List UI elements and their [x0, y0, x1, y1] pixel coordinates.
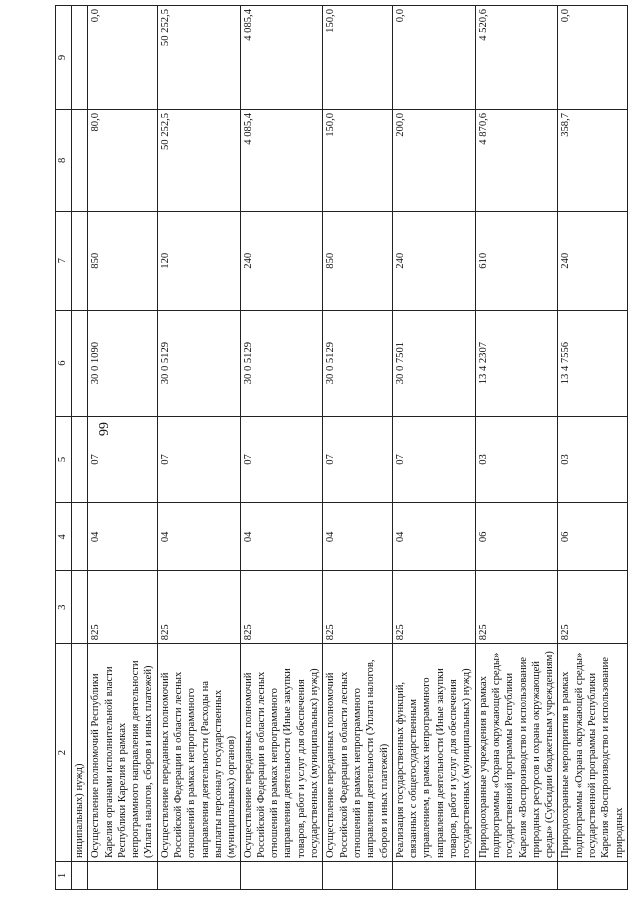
section-code: 04: [392, 503, 475, 571]
admin-code: 825: [558, 571, 627, 644]
subsection-code: 03: [558, 416, 627, 503]
blank-cell: [72, 571, 88, 644]
budget-table: [55, 5, 628, 890]
amount-col-8: 50 252,5: [157, 109, 240, 211]
amount-col-9: 4 085,4: [240, 6, 323, 110]
target-item-code: 13 4 2307: [475, 310, 558, 416]
page-number-text: 66: [95, 422, 110, 436]
column-header: 1: [56, 862, 72, 890]
target-item-code: 30 0 5129: [157, 310, 240, 416]
subsection-code: 07: [323, 416, 392, 503]
target-item-code: 30 0 1090: [88, 310, 157, 416]
column-header: 9: [56, 6, 72, 110]
continuation-row: [72, 6, 88, 890]
row-description: Природоохранные учреждения в рамках подпрограммы «Охрана окружающей среды» государственной программы Республики Карелия «Воспроизводство и использование природных ресурсов и охрана окружающей среды» (Субсидии бюджетным учреждениям): [475, 644, 558, 862]
amount-col-8: 4 870,6: [475, 109, 558, 211]
amount-col-8: 358,7: [558, 109, 627, 211]
target-item-code: 30 0 7501: [392, 310, 475, 416]
subsection-code: 07: [157, 416, 240, 503]
expense-type-code: 850: [323, 211, 392, 310]
table-row: [240, 6, 323, 890]
target-item-code: 30 0 5129: [323, 310, 392, 416]
blank-cell: [72, 310, 88, 416]
column-header: 6: [56, 310, 72, 416]
row-description: Осуществление полномочий Республики Карелия органами исполнительной власти Республики Карелия в рамках непрограммного направления деятельности (Уплата налогов, сборов и иных платежей): [88, 644, 157, 862]
admin-code: 825: [157, 571, 240, 644]
amount-col-9: 0,0: [558, 6, 627, 110]
blank-cell: [72, 211, 88, 310]
blank-cell: [157, 862, 240, 890]
expense-type-code: 120: [157, 211, 240, 310]
section-code: 06: [475, 503, 558, 571]
section-code: 06: [558, 503, 627, 571]
column-header: 5: [56, 416, 72, 503]
blank-cell: [72, 416, 88, 503]
row-description: Осуществление переданных полномочий Российской Федерации в области лесных отношений в рамках непрограммного направления деятельности (Иные закупки товаров, работ и услуг для обеспечения государственных (муниципальных) нужд): [240, 644, 323, 862]
table-row: [475, 6, 558, 890]
column-header: 3: [56, 571, 72, 644]
blank-cell: [88, 862, 157, 890]
amount-col-8: 200,0: [392, 109, 475, 211]
blank-cell: [323, 862, 392, 890]
blank-cell: [72, 862, 88, 890]
blank-cell: [72, 503, 88, 571]
rotated-budget-table-area: [55, 5, 640, 890]
continuation-text: ниципальных) нужд): [72, 644, 88, 862]
amount-col-9: 150,0: [323, 6, 392, 110]
section-code: 04: [88, 503, 157, 571]
amount-col-8: 80,0: [88, 109, 157, 211]
amount-col-9: 4 520,6: [475, 6, 558, 110]
admin-code: 825: [392, 571, 475, 644]
section-code: 04: [240, 503, 323, 571]
blank-cell: [240, 862, 323, 890]
table-row: [323, 6, 392, 890]
admin-code: 825: [475, 571, 558, 644]
admin-code: 825: [240, 571, 323, 644]
subsection-code: 07: [240, 416, 323, 503]
expense-type-code: 850: [88, 211, 157, 310]
blank-cell: [475, 862, 558, 890]
column-header-row: [56, 6, 72, 890]
row-description: Осуществление переданных полномочий Российской Федерации в области лесных отношений в рамках непрограммного направления деятельности (Расходы на выплаты персоналу государственных (муниципальных) органов): [157, 644, 240, 862]
amount-col-9: 0,0: [88, 6, 157, 110]
row-description: Реализация государственных функций, связанных с общегосударственным управлением, в рамках непрограммного направления деятельности (Иные закупки товаров, работ и услуг для обеспечения государственных (муниципальных) нужд): [392, 644, 475, 862]
column-header: 7: [56, 211, 72, 310]
amount-col-8: 4 085,4: [240, 109, 323, 211]
admin-code: 825: [88, 571, 157, 644]
subsection-code: 07: [88, 416, 157, 503]
expense-type-code: 610: [475, 211, 558, 310]
admin-code: 825: [323, 571, 392, 644]
subsection-code: 07: [392, 416, 475, 503]
amount-col-9: 50 252,5: [157, 6, 240, 110]
blank-cell: [392, 862, 475, 890]
amount-col-8: 150,0: [323, 109, 392, 211]
column-header: 8: [56, 109, 72, 211]
expense-type-code: 240: [392, 211, 475, 310]
section-code: 04: [157, 503, 240, 571]
amount-col-9: 0,0: [392, 6, 475, 110]
table-row: [392, 6, 475, 890]
table-row: [88, 6, 157, 890]
subsection-code: 03: [475, 416, 558, 503]
column-header: 4: [56, 503, 72, 571]
target-item-code: 30 0 5129: [240, 310, 323, 416]
blank-cell: [558, 862, 627, 890]
expense-type-code: 240: [558, 211, 627, 310]
blank-cell: [72, 109, 88, 211]
blank-cell: [72, 6, 88, 110]
target-item-code: 13 4 7556: [558, 310, 627, 416]
table-row: [558, 6, 627, 890]
row-description: Осуществление переданных полномочий Российской Федерации в области лесных отношений в рамках непрограммного направления деятельности (Уплата налогов, сборов и иных платежей): [323, 644, 392, 862]
expense-type-code: 240: [240, 211, 323, 310]
table-row: [157, 6, 240, 890]
column-header: 2: [56, 644, 72, 862]
section-code: 04: [323, 503, 392, 571]
row-description: Природоохранные мероприятия в рамках подпрограммы «Охрана окружающей среды» государственной программы Республики Карелия «Воспроизводство и использование природных: [558, 644, 627, 862]
